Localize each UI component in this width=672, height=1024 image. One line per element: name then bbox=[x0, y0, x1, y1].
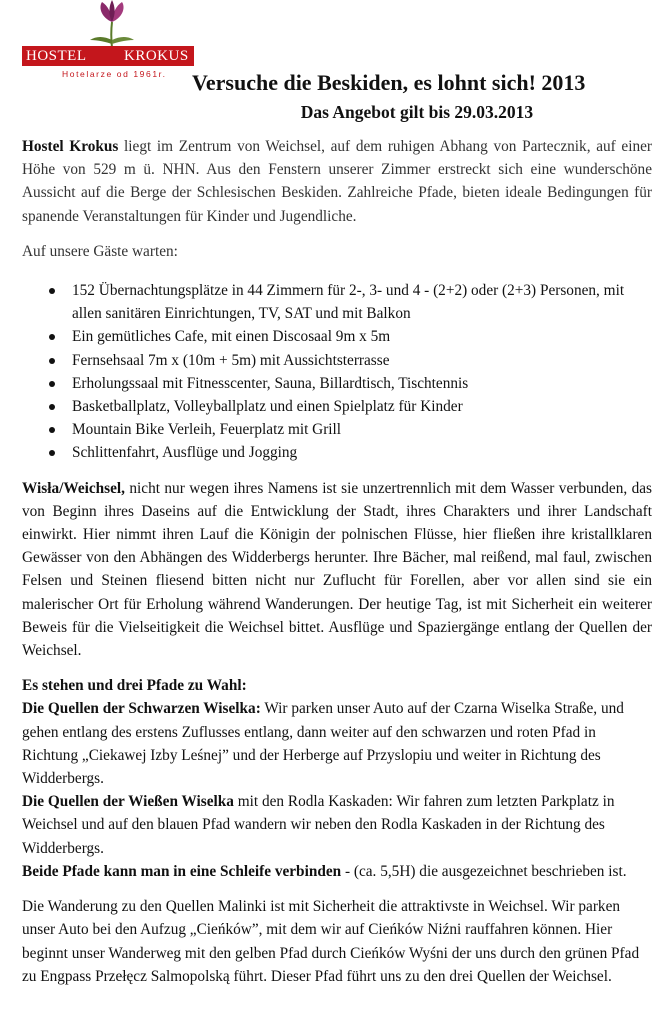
list-item: Mountain Bike Verleih, Feuerplatz mit Grill bbox=[72, 418, 652, 441]
logo-tagline: Hotelarze od 1961r. bbox=[62, 69, 167, 79]
trail-3-text: - (ca. 5,5H) die ausgezeichnet beschrieben ist. bbox=[341, 862, 627, 880]
malinka-paragraph: Die Wanderung zu den Quellen Malinki ist mit Sicherheit die attraktivste in Weichsel. Wir parken unser Auto bei den Aufzug „Cieńków”, mit dem wir auf Cieńków Niźni rauffahren können. Hier beginnt unser Wanderweg mit den gelben Pfad durch Cieńków Wyśni der uns durch den grünen Pfad zu Engpass Przełęcz Salmopolską führt. Dieser Pfad führt uns zu den drei Quellen der Weichsel. bbox=[22, 898, 640, 985]
list-item: 152 Übernachtungsplätze in 44 Zimmern für 2-, 3- und 4 - (2+2) oder (2+3) Personen, mit allen sanitären Einrichtungen, TV, SAT und mit Balkon bbox=[72, 279, 652, 325]
amenities-list bbox=[22, 279, 652, 465]
trail-2-text: mit den Rodla Kaskaden: Wir fahren zum letzten Parkplatz in Weichsel und auf den blauen Pfad wandern wir neben den Rodla Kaskaden in der Richtung des Widderbergs. bbox=[22, 793, 615, 857]
list-item: Schlittenfahrt, Ausflüge und Jogging bbox=[72, 441, 652, 464]
trails-heading-text: Es stehen und drei Pfade zu Wahl: bbox=[22, 677, 247, 695]
list-item: Basketballplatz, Volleyballplatz und einen Spielplatz für Kinder bbox=[72, 395, 652, 418]
trail-2-title: Die Quellen der Wießen Wiselka bbox=[22, 793, 234, 811]
trail-2 bbox=[22, 790, 652, 860]
trails-heading bbox=[22, 674, 652, 697]
intro-bold: Hostel Krokus bbox=[22, 138, 119, 155]
page-title: Versuche die Beskiden, es lohnt sich! 2013 bbox=[192, 70, 586, 95]
trail-1-title: Die Quellen der Schwarzen Wiselka: bbox=[22, 700, 261, 718]
hostel-logo bbox=[22, 0, 194, 98]
wisla-bold: Wisła/Weichsel, bbox=[22, 479, 125, 497]
guests-heading: Auf unsere Gäste warten: bbox=[22, 242, 178, 260]
document-body bbox=[22, 135, 652, 988]
intro-paragraph bbox=[22, 135, 652, 228]
offer-validity: Das Angebot gilt bis 29.03.2013 bbox=[300, 102, 534, 122]
logo-banner bbox=[22, 46, 194, 66]
trail-1 bbox=[22, 697, 652, 790]
logo-word-krokus: KROKUS bbox=[124, 48, 189, 64]
wisla-paragraph bbox=[22, 477, 652, 663]
list-item: Erholungssaal mit Fitnesscenter, Sauna, Billardtisch, Tischtennis bbox=[72, 372, 652, 395]
intro-text: liegt im Zentrum von Weichsel, auf dem ruhigen Abhang von Partecznik, auf einer Höhe von 529 m ü. NHN. Aus den Fenstern unserer Zimmer erstreckt sich eine wunderschöne Aussicht auf die Berge der Schlesischen Beskiden. Zahlreiche Pfade, bieten ideale Bedingungen für spanende Veranstaltungen für Kinder und Jugendliche. bbox=[22, 138, 652, 225]
list-item: Ein gemütliches Cafe, mit einen Discosaal 9m x 5m bbox=[72, 325, 652, 348]
logo-word-hostel: HOSTEL bbox=[26, 48, 87, 64]
trail-3-title: Beide Pfade kann man in eine Schleife verbinden bbox=[22, 862, 342, 880]
trail-3 bbox=[22, 860, 652, 883]
trail-1-text: Wir parken unser Auto auf der Czarna Wiselka Straße, und gehen entlang des erstens Zuflusses entlang, dann weiter auf den schwarzen und roten Pfad in Richtung „Ciekawej Izby Leśnej” und der Herberge auf Przyslopiu und weiter in Richtung des Widderbergs. bbox=[22, 700, 624, 788]
wisla-text: nicht nur wegen ihres Namens ist sie unzertrennlich mit dem Wasser verbunden, das von Beginn ihres Daseins auf die Entwicklung der Stadt, ihres Charakters und ihrer Landschaft einwirkt. Hier nimmt ihren Lauf die Königin der polnischen Flüsse, hier fließen ihre kristallklaren Gewässer von den Abhängen des Widderbergs herunter. Ihre Bächer, mal reißend, mal faul, zwischen Felsen und Steinen fliesend bitten nicht nur Zuflucht für Forellen, aber vor allen sind sie ein malerischer Ort für Erholung während Wanderungen. Der heutige Tag, ist mit Sicherheit ein weiterer Beweis für die Vielseitigkeit die Weichsel bittet. Ausflüge und Spaziergänge entlang der Quellen der Weichsel. bbox=[22, 479, 652, 660]
list-item: Fernsehsaal 7m x (10m + 5m) mit Aussichtsterrasse bbox=[72, 349, 652, 372]
crocus-flower-icon bbox=[84, 0, 140, 50]
